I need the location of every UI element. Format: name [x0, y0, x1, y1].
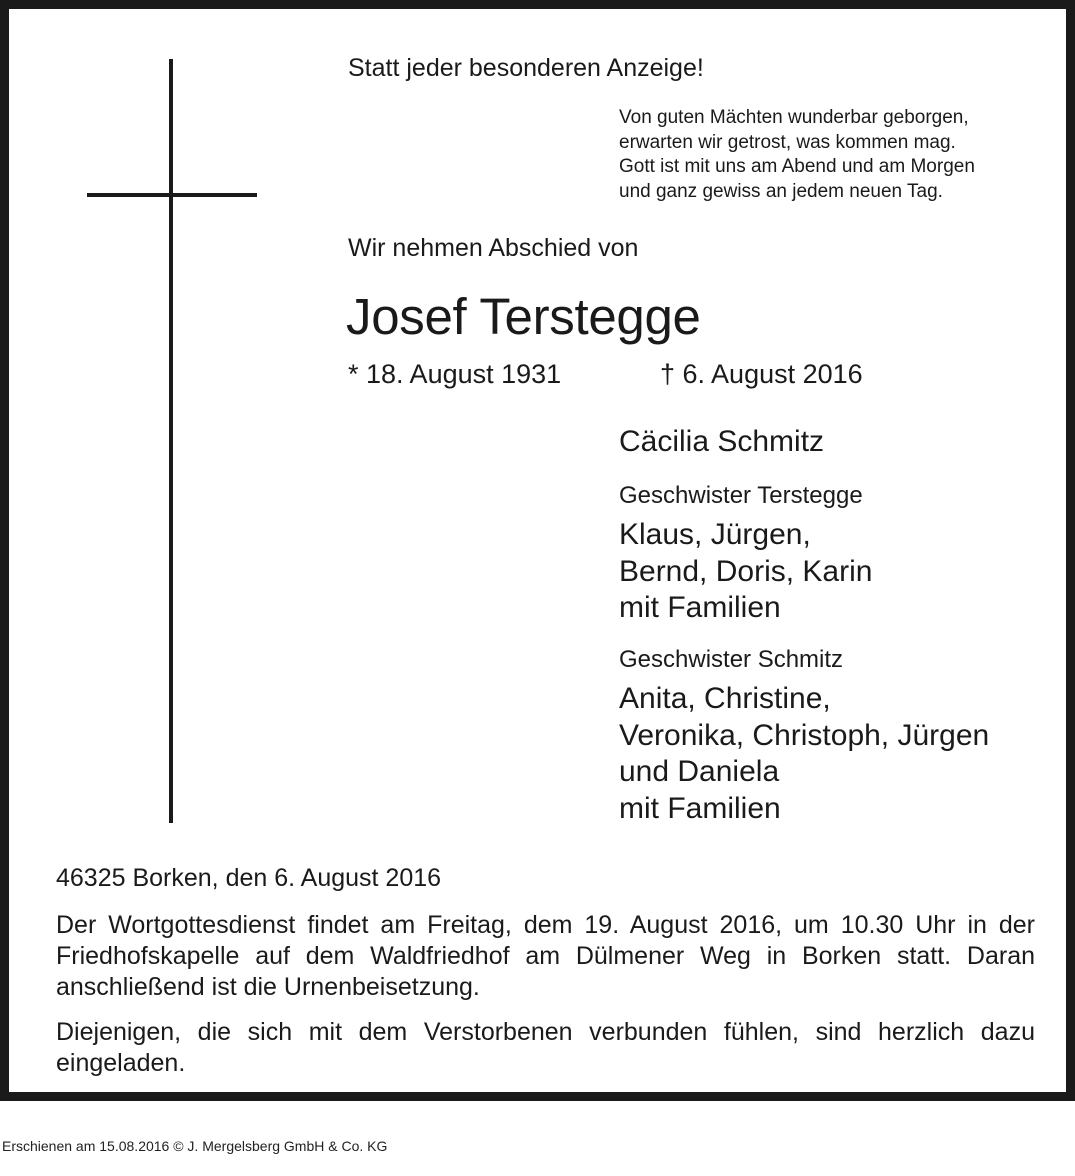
- mourner-group-heading: Geschwister Schmitz: [619, 646, 844, 673]
- place-date: 46325 Borken, den 6. August 2016: [56, 864, 442, 892]
- mourner-line: Anita, Christine,: [619, 682, 831, 715]
- birth-date: * 18. August 1931: [348, 359, 562, 389]
- poem-line: Gott ist mit uns am Abend und am Morgen: [619, 156, 975, 177]
- mourner-group-names: [619, 517, 872, 627]
- cross-horizontal-beam: [87, 193, 257, 197]
- service-paragraph: Der Wortgottesdienst findet am Freitag, dem 19. August 2016, um 10.30 Uhr in der Friedhofskapelle auf dem Waldfriedhof am Dülmener Weg in Borken statt. Daran anschließend ist die Urnenbeisetzung.: [56, 911, 1035, 1001]
- publication-footer: Erschienen am 15.08.2016 © J. Mergelsberg GmbH & Co. KG: [2, 1138, 388, 1154]
- cross-vertical-beam: [169, 59, 173, 823]
- death-date: † 6. August 2016: [660, 359, 863, 389]
- poem-line: Von guten Mächten wunderbar geborgen,: [619, 107, 969, 128]
- deceased-name: Josef Terstegge: [346, 288, 701, 345]
- headline: Statt jeder besonderen Anzeige!: [348, 54, 704, 82]
- mourner-group-heading: Geschwister Terstegge: [619, 482, 863, 509]
- poem-line: und ganz gewiss an jedem neuen Tag.: [619, 180, 943, 202]
- poem-line: erwarten wir getrost, was kommen mag.: [619, 131, 956, 153]
- poem: [619, 106, 975, 204]
- mourner-line: mit Familien: [619, 591, 781, 624]
- mourner-line: Veronika, Christoph, Jürgen: [619, 718, 990, 752]
- mourner-main: Cäcilia Schmitz: [619, 425, 825, 458]
- mourner-line: und Daniela: [619, 755, 780, 788]
- mourner-group-names: [619, 681, 989, 827]
- mourner-line: Klaus, Jürgen,: [619, 518, 811, 551]
- invitation-paragraph: Diejenigen, die sich mit dem Verstorbenen verbunden fühlen, sind herzlich dazu eingeladen.: [56, 1018, 1035, 1077]
- mourner-line: mit Familien: [619, 791, 781, 825]
- mourner-line: Bernd, Doris, Karin: [619, 554, 873, 588]
- farewell-line: Wir nehmen Abschied von: [348, 234, 639, 262]
